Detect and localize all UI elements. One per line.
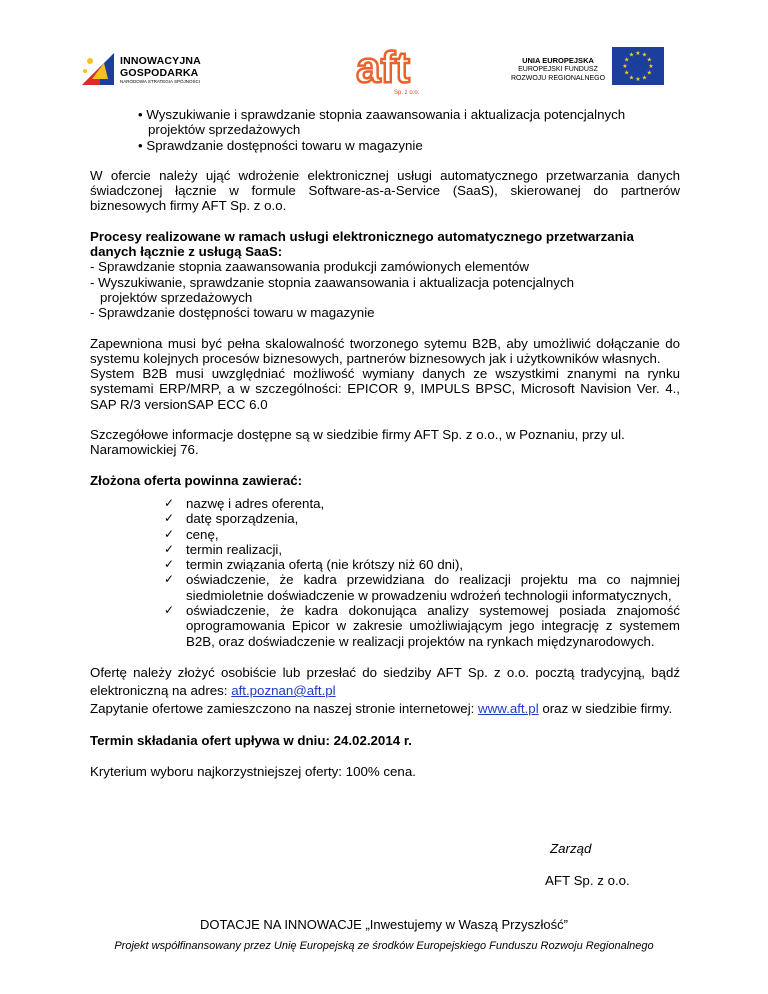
- checkmark-icon: ✓: [164, 526, 175, 541]
- aft-logo-icon: [338, 42, 428, 92]
- checkmark-icon: ✓: [164, 495, 175, 510]
- aft-logo-subtitle: Sp. z o.o.: [394, 90, 420, 96]
- svg-text:★: ★: [641, 74, 648, 82]
- requirements-heading: Złożona oferta powinna zawierać:: [90, 472, 303, 488]
- requirement-item: ✓ oświadczenie, że kadra przewidziana do realizacji projektu ma co najmniej siedmioletnie doświadczenie w prowadzeniu wdrożeń technologii informatycznych,: [164, 572, 680, 603]
- intro-bullets: [90, 107, 680, 153]
- svg-text:★: ★: [624, 56, 630, 64]
- requirement-item: ✓ termin związania ofertą (nie krótszy niż 60 dni),: [164, 557, 464, 573]
- process-item: - Wyszukiwanie, sprawdzanie stopnia zaawansowania i aktualizacja potencjalnych: [90, 274, 574, 290]
- ig-emblem-icon: [78, 49, 118, 89]
- process-item: - Sprawdzanie dostępności towaru w magazynie: [90, 305, 375, 321]
- svg-text:★: ★: [622, 63, 628, 70]
- signature-company: AFT Sp. z o.o.: [545, 873, 630, 888]
- svg-text:★: ★: [628, 74, 635, 82]
- scalability-paragraph: Zapewniona musi być pełna skalowalność tworzonego sytemu B2B, aby umożliwić dołączanie do systemu kolejnych procesów biznesowych, partnerów biznesowych jak i użytkowników własnych.: [90, 335, 680, 366]
- checkmark-icon: ✓: [164, 572, 175, 587]
- svg-text:★: ★: [646, 69, 652, 77]
- ig-logo-title: INNOWACYJNA GOSPODARKA: [120, 55, 201, 79]
- requirement-item: ✓ termin realizacji,: [164, 541, 283, 557]
- info-paragraph: Szczegółowe informacje dostępne są w siedzibie firmy AFT Sp. z o.o., w Poznaniu, przy ul. Naramowickiej 76.: [90, 427, 625, 458]
- signature-role: Zarząd: [550, 841, 592, 856]
- svg-text:aft: aft: [356, 43, 410, 92]
- footer-title: DOTACJE NA INNOWACJE „Inwestujemy w Waszą Przyszłość”: [200, 917, 568, 932]
- submit-paragraph: Ofertę należy złożyć osobiście lub przesłać do siedziby AFT Sp. z o.o. pocztą tradycyjną, bądź elektroniczną na adres: aft.poznan@aft.pl: [90, 664, 680, 698]
- requirement-item: ✓ nazwę i adres oferenta,: [164, 495, 325, 511]
- svg-text:★: ★: [628, 51, 635, 59]
- email-link[interactable]: aft.poznan@aft.pl: [231, 682, 336, 698]
- website-paragraph: Zapytanie ofertowe zamieszczono na naszej stronie internetowej: www.aft.pl oraz w siedzibie firmy.: [90, 700, 673, 716]
- requirement-item: ✓ datę sporządzenia,: [164, 511, 299, 527]
- svg-text:★: ★: [641, 51, 648, 59]
- footer-subtitle: Projekt współfinansowany przez Unię Europejską ze środków Europejskiego Funduszu Rozwoju Regionalnego: [114, 940, 654, 952]
- svg-text:★: ★: [648, 63, 654, 70]
- checkmark-icon: ✓: [164, 603, 175, 618]
- process-item: projektów sprzedażowych: [100, 289, 253, 305]
- innowacyjna-gospodarka-logo: [78, 45, 201, 100]
- svg-text:★: ★: [646, 56, 652, 64]
- deadline-text: Termin składania ofert upływa w dniu: 24.02.2014 r.: [90, 732, 412, 748]
- requirement-item: ✓ oświadczenie, że kadra dokonująca analizy systemowej posiada znajomość oprogramowania Epicor w zakresie umożliwiającym jego integrację z systemem B2B, oraz doświadczenie w realizacji projektów na rynkach międzynarodowych.: [164, 603, 680, 649]
- svg-text:★: ★: [624, 69, 630, 77]
- eu-flag-icon: [612, 47, 664, 85]
- aft-logo: [338, 42, 428, 102]
- processes-list: [90, 259, 680, 320]
- intro-bullet-2: • Sprawdzanie dostępności towaru w magazynie: [138, 137, 423, 153]
- criterion-text: Kryterium wyboru najkorzystniejszej oferty: 100% cena.: [90, 764, 416, 780]
- intro-bullet-1: • Wyszukiwanie i sprawdzanie stopnia zaawansowania i aktualizacja potencjalnych projektów sprzedażowych: [138, 107, 626, 138]
- svg-text:★: ★: [635, 50, 641, 57]
- requirement-item: ✓ cenę,: [164, 526, 219, 542]
- svg-text:★: ★: [635, 76, 641, 83]
- process-item: - Sprawdzanie stopnia zaawansowania produkcji zamówionych elementów: [90, 259, 530, 275]
- checkmark-icon: ✓: [164, 541, 175, 556]
- eu-logo-text: UNIA EUROPEJSKA EUROPEJSKI FUNDUSZ ROZWOJU REGIONALNEGO: [510, 56, 606, 82]
- requirements-list: [90, 496, 680, 649]
- b2b-paragraph: System B2B musi uwzględniać możliwość wymiany danych ze wszystkimi znanymi na rynku systemami ERP/MRP, a w szczególności: EPICOR 9, IMPULS BPSC, Microsoft Navision Ver. 4., SAP R/3 versionSAP ECC 6.0: [90, 366, 680, 412]
- offer-paragraph: W ofercie należy ująć wdrożenie elektronicznej usługi automatycznego przetwarzania danych świadczonej łącznie w formule Software-as-a-Service (SaaS), skierowanej do partnerów biznesowych firmy AFT Sp. z o.o.: [90, 167, 680, 214]
- checkmark-icon: ✓: [164, 511, 175, 526]
- checkmark-icon: ✓: [164, 557, 175, 572]
- ig-logo-tagline: NARODOWA STRATEGIA SPÓJNOŚCI: [120, 79, 201, 84]
- document-body: [90, 107, 680, 780]
- processes-heading: Procesy realizowane w ramach usługi elektronicznego automatycznego przetwarzania danych łącznie z usługą SaaS:: [90, 228, 634, 260]
- website-link[interactable]: www.aft.pl: [478, 700, 539, 716]
